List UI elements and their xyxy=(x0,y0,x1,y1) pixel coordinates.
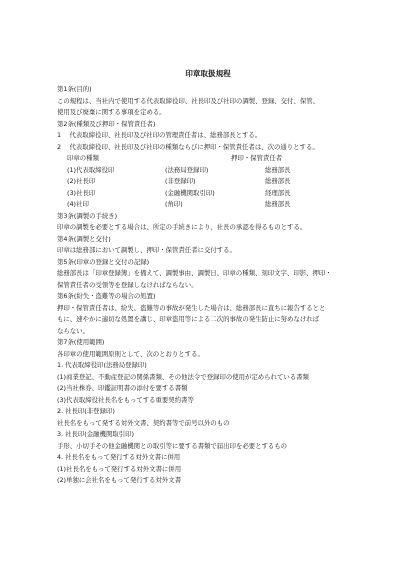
seal-owner-column-header: 押印・保管責任者 xyxy=(231,154,283,162)
article-1-text: 使用及び廃棄に関する事項を定める。 xyxy=(57,108,166,116)
article-7-item: (1)商業登記、不動産登記の関係書類、その他法令で登録印の使用が定められている書類 xyxy=(57,372,309,381)
seal-table-row xyxy=(57,176,359,188)
article-7-item: 社長名をもって発する対外文書、契約書等で前号以外のもの xyxy=(57,418,230,427)
article-3-heading: 第3条(調製の手続き) xyxy=(57,211,118,220)
seal-owner: 経理部長 xyxy=(265,188,291,197)
article-7-item: (2)当社株券、印鑑証明書の添付を要する書類 xyxy=(57,384,188,392)
article-7-item: (1)社長名をもって発行する対外文書に併用 xyxy=(57,464,182,473)
article-7-section-2: 2. 社長印(非登録印) xyxy=(57,407,115,415)
article-5-text: 総務部長は「印章登録簿」を備えて、調製事由、調製日、印章の種類、刻印文字、印影、押印・ xyxy=(57,269,332,277)
seal-owner: 総務部長 xyxy=(265,200,291,208)
seal-table-header xyxy=(57,153,359,165)
article-6-text: 押印・保管責任者は、紛失、盗難等の事故が発生した場合は、総務部長に直ちに報告するとと xyxy=(57,303,326,312)
seal-type-column-header: 印章の種類 xyxy=(67,154,99,162)
document-title: 印章取扱規程 xyxy=(185,69,231,78)
article-7-section-3: 3. 社長印(金融機関取引印) xyxy=(57,430,135,438)
seal-category: (角印) xyxy=(165,200,183,208)
article-7-item: (2)単独に会社名をもって発行する対外文書 xyxy=(57,476,182,484)
article-2-heading: 第2条(種類及び押印・保管責任者) xyxy=(57,119,156,128)
article-7-heading: 第7条(使用範囲) xyxy=(57,338,105,346)
seal-category: (金融機関取引印) xyxy=(165,188,215,197)
seal-category: (非登録印) xyxy=(165,177,196,185)
article-7-section-4: 4. 社長名をもって発行する対外文書に併用 xyxy=(57,453,181,461)
article-3-text: 印章の調製を必要とする場合は、所定の手続きにより、社長の承認を得るものとする。 xyxy=(57,223,307,231)
seal-category: (法務局登録印) xyxy=(165,165,209,174)
seal-owner: 総務部長 xyxy=(265,165,291,174)
article-6-text: もに、速やかに適切な処置を講じ、印章盗用等による二次的事故の発生防止に努めなければ xyxy=(57,315,320,323)
article-4-heading: 第4条(調製と交付) xyxy=(57,234,111,243)
article-2-item-2: 2 代表取締役印、社長印及び社印の種類ならびに押印・保管責任者は、次の通りとする。 xyxy=(57,142,319,151)
seal-table-row xyxy=(57,165,359,177)
article-1-text: この規程は、当社内で使用する代表取締役印、社長印及び社印の調製、登録、交付、保管、 xyxy=(57,96,320,105)
seal-table-row xyxy=(57,188,359,200)
seal-name: (3)社長印 xyxy=(67,188,96,197)
article-5-text: 保管責任者の受領等を登録しなければならない。 xyxy=(57,280,198,289)
article-7-item: (3)代表取締役社長名をもってする重要契約書等 xyxy=(57,395,194,404)
article-6-text: ならない。 xyxy=(57,326,89,335)
article-2-item-1: 1 代表取締役印、社長印及び社印の管理責任者は、総務部長とする。 xyxy=(57,131,262,139)
article-7-section-1: 1. 代表取締役印(法務局登録印) xyxy=(57,361,147,369)
document-body xyxy=(57,84,359,487)
seal-table-row xyxy=(57,199,359,211)
article-7-item: 手形、小切手その他金融機関との取引等に要する書類で届出印を必要とするもの xyxy=(57,441,288,450)
seal-name: (1)代表取締役印 xyxy=(67,165,115,174)
article-5-heading: 第5条(印章の登録と交付の記録) xyxy=(57,257,150,266)
article-6-heading: 第6条(紛失・盗難等の場合の処置) xyxy=(57,292,156,300)
article-4-text: 印章は総務部において調製し、押印・保管責任者に交付する。 xyxy=(57,246,236,254)
article-1-heading: 第1条(目的) xyxy=(57,85,92,93)
seal-name: (2)社長印 xyxy=(67,177,96,185)
seal-name: (4)社印 xyxy=(67,200,89,208)
article-7-text: 各印章の使用範囲原則として、次のとおりとする。 xyxy=(57,349,204,358)
seal-owner: 総務部長 xyxy=(265,177,291,185)
